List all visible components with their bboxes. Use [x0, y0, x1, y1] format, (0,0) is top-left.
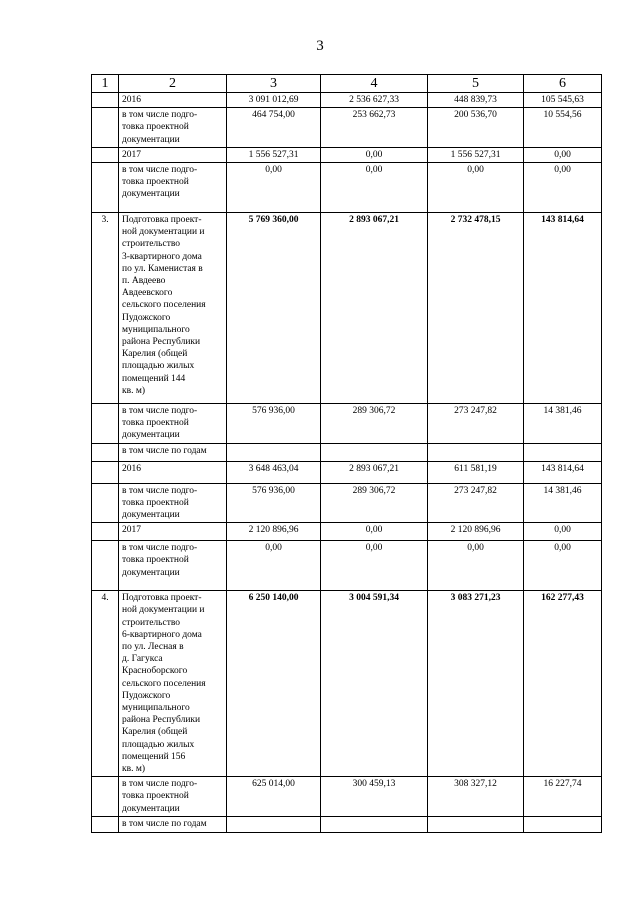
amount-col5-cell: 2 732 478,15	[428, 213, 524, 404]
row-number-cell	[92, 816, 119, 832]
total-amount-cell	[227, 816, 321, 832]
description-cell: 2016	[119, 93, 227, 108]
amount-col4-cell: 253 662,73	[321, 108, 428, 148]
total-amount-cell: 1 556 527,31	[227, 147, 321, 162]
total-amount-cell: 0,00	[227, 541, 321, 591]
row-number-cell	[92, 404, 119, 444]
amount-col6-cell: 14 381,46	[524, 483, 602, 523]
amount-col5-cell: 1 556 527,31	[428, 147, 524, 162]
amount-col6-cell: 143 814,64	[524, 213, 602, 404]
amount-col4-cell: 0,00	[321, 147, 428, 162]
amount-col6-cell: 0,00	[524, 147, 602, 162]
row-number-cell	[92, 108, 119, 148]
table-row	[92, 443, 602, 461]
description-cell: в том числе подго- товка проектной документации	[119, 163, 227, 213]
amount-col5-cell: 308 327,12	[428, 777, 524, 817]
total-amount-cell: 5 769 360,00	[227, 213, 321, 404]
header-cell: 2	[119, 75, 227, 93]
description-cell: в том числе подго- товка проектной документации	[119, 108, 227, 148]
total-amount-cell: 3 091 012,69	[227, 93, 321, 108]
header-cell: 4	[321, 75, 428, 93]
amount-col6-cell: 10 554,56	[524, 108, 602, 148]
row-number-cell	[92, 461, 119, 483]
row-number-cell	[92, 147, 119, 162]
amount-col5-cell: 0,00	[428, 163, 524, 213]
row-number-cell	[92, 541, 119, 591]
total-amount-cell: 576 936,00	[227, 404, 321, 444]
table-row	[92, 591, 602, 777]
amount-col4-cell: 289 306,72	[321, 404, 428, 444]
header-cell: 5	[428, 75, 524, 93]
total-amount-cell: 2 120 896,96	[227, 523, 321, 541]
description-cell: Подготовка проект- ной документации и строительство 3-квартирного дома по ул. Каменистая в п. Авдеево Авдеевского сельского поселения Пудожского муниципального района Республики Карелия (общей площадью жилых помещений 144 кв. м)	[119, 213, 227, 404]
table-row	[92, 541, 602, 591]
amount-col4-cell	[321, 816, 428, 832]
row-number-cell	[92, 777, 119, 817]
amount-col5-cell: 448 839,73	[428, 93, 524, 108]
amount-col5-cell: 200 536,70	[428, 108, 524, 148]
row-number-cell: 3.	[92, 213, 119, 404]
amount-col6-cell: 0,00	[524, 541, 602, 591]
amount-col5-cell: 3 083 271,23	[428, 591, 524, 777]
table-row	[92, 163, 602, 213]
table-row	[92, 483, 602, 523]
row-number-cell	[92, 443, 119, 461]
amount-col4-cell: 289 306,72	[321, 483, 428, 523]
amount-col4-cell: 2 536 627,33	[321, 93, 428, 108]
description-cell: в том числе подго- товка проектной документации	[119, 483, 227, 523]
description-cell: 2017	[119, 523, 227, 541]
table-row	[92, 777, 602, 817]
amount-col4-cell: 0,00	[321, 523, 428, 541]
amount-col6-cell: 162 277,43	[524, 591, 602, 777]
row-number-cell: 4.	[92, 591, 119, 777]
amount-col4-cell: 300 459,13	[321, 777, 428, 817]
amount-col6-cell: 16 227,74	[524, 777, 602, 817]
table-row	[92, 816, 602, 832]
row-number-cell	[92, 483, 119, 523]
total-amount-cell: 625 014,00	[227, 777, 321, 817]
header-cell: 3	[227, 75, 321, 93]
header-cell: 6	[524, 75, 602, 93]
table-header-row	[92, 75, 602, 93]
table-row	[92, 461, 602, 483]
table-row	[92, 147, 602, 162]
amount-col5-cell: 273 247,82	[428, 483, 524, 523]
description-cell: в том числе по годам	[119, 443, 227, 461]
amount-col5-cell	[428, 443, 524, 461]
amount-col6-cell	[524, 816, 602, 832]
description-cell: в том числе по годам	[119, 816, 227, 832]
description-cell: в том числе подго- товка проектной документации	[119, 777, 227, 817]
amount-col6-cell: 14 381,46	[524, 404, 602, 444]
total-amount-cell: 6 250 140,00	[227, 591, 321, 777]
table-row	[92, 213, 602, 404]
description-cell: в том числе подго- товка проектной документации	[119, 541, 227, 591]
amount-col5-cell: 273 247,82	[428, 404, 524, 444]
row-number-cell	[92, 163, 119, 213]
amount-col5-cell: 2 120 896,96	[428, 523, 524, 541]
row-number-cell	[92, 523, 119, 541]
total-amount-cell	[227, 443, 321, 461]
description-cell: 2016	[119, 461, 227, 483]
amount-col4-cell: 0,00	[321, 163, 428, 213]
table-row	[92, 404, 602, 444]
amount-col4-cell: 2 893 067,21	[321, 461, 428, 483]
amount-col6-cell: 0,00	[524, 523, 602, 541]
amount-col6-cell	[524, 443, 602, 461]
amount-col5-cell: 611 581,19	[428, 461, 524, 483]
total-amount-cell: 3 648 463,04	[227, 461, 321, 483]
description-cell: Подготовка проект- ной документации и строительство 6-квартирного дома по ул. Лесная в д. Гагукса Красноборского сельского поселения Пудожского муниципального района Республики Карелия (общей площадью жилых помещений 156 кв. м)	[119, 591, 227, 777]
amount-col6-cell: 105 545,63	[524, 93, 602, 108]
amount-col5-cell	[428, 816, 524, 832]
table-row	[92, 523, 602, 541]
amount-col4-cell: 2 893 067,21	[321, 213, 428, 404]
amount-col6-cell: 143 814,64	[524, 461, 602, 483]
total-amount-cell: 464 754,00	[227, 108, 321, 148]
amount-col4-cell: 3 004 591,34	[321, 591, 428, 777]
page-number: 3	[316, 38, 324, 54]
description-cell: 2017	[119, 147, 227, 162]
description-cell: в том числе подго- товка проектной документации	[119, 404, 227, 444]
total-amount-cell: 576 936,00	[227, 483, 321, 523]
amount-col6-cell: 0,00	[524, 163, 602, 213]
table-row	[92, 93, 602, 108]
total-amount-cell: 0,00	[227, 163, 321, 213]
amount-col5-cell: 0,00	[428, 541, 524, 591]
table-row	[92, 108, 602, 148]
budget-table	[91, 74, 602, 833]
row-number-cell	[92, 93, 119, 108]
amount-col4-cell	[321, 443, 428, 461]
header-cell: 1	[92, 75, 119, 93]
amount-col4-cell: 0,00	[321, 541, 428, 591]
